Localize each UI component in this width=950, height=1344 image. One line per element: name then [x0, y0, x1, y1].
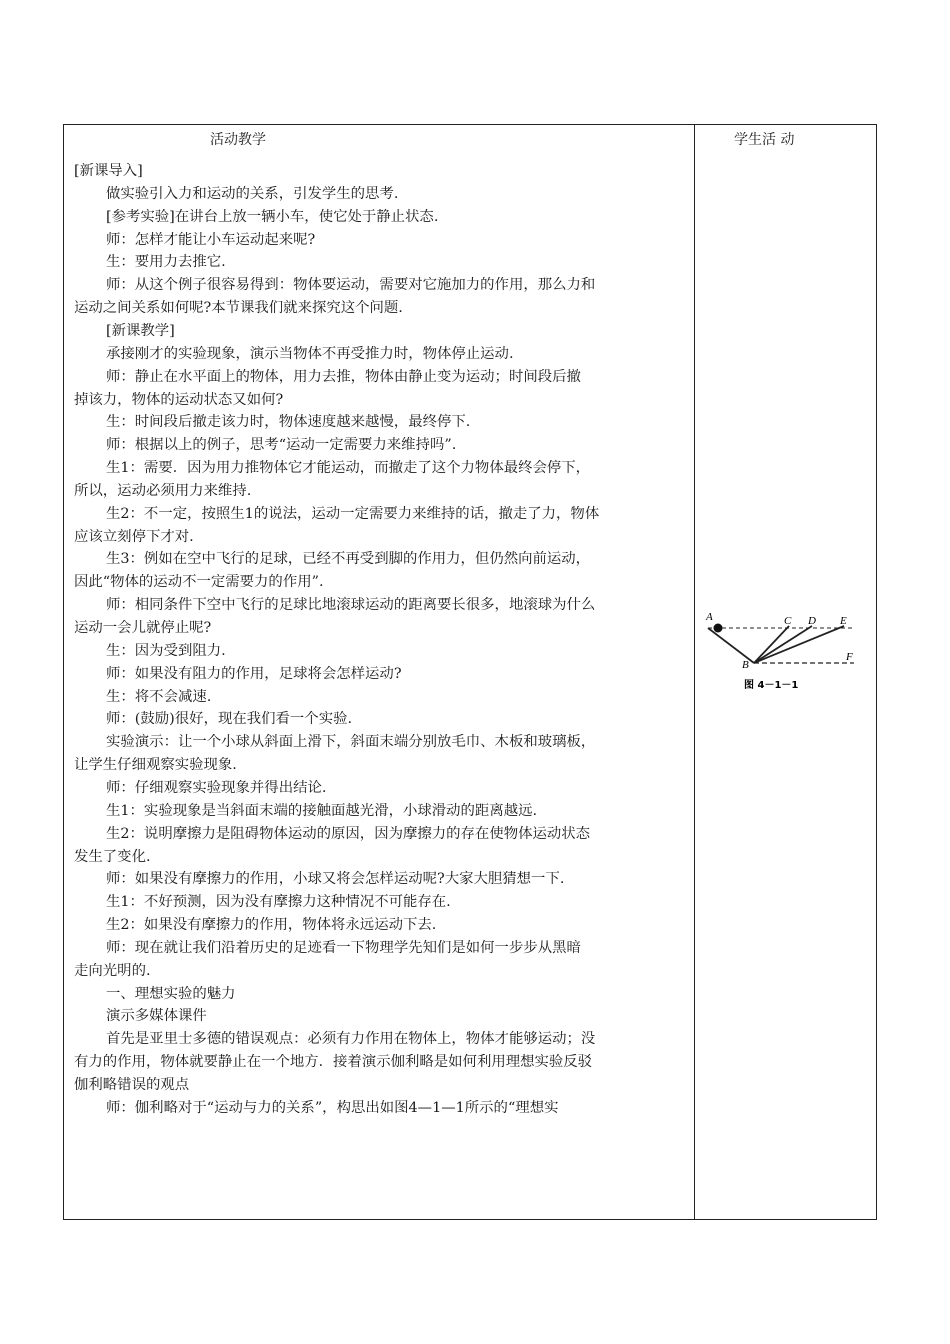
figure-caption: 图 4－1－1: [744, 680, 799, 691]
text-line: 生3：例如在空中飞行的足球，已经不再受到脚的作用力，但仍然向前运动，: [106, 551, 591, 568]
label-e: E: [840, 615, 847, 627]
label-c: C: [784, 615, 792, 627]
text-line: 伽利略错误的观点: [74, 1077, 190, 1093]
header-teaching-activity: 活动教学: [210, 132, 266, 148]
text-line: 师：怎样才能让小车运动起来呢?: [106, 231, 316, 248]
text-line: 生1：不好预测，因为没有摩擦力这种情况不可能存在.: [106, 894, 451, 911]
text-line: 走向光明的.: [74, 962, 151, 979]
text-line: 师：如果没有阻力的作用，足球将会怎样运动?: [106, 665, 402, 682]
text-line: 师：静止在水平面上的物体，用力去推，物体由静止变为运动；时间段后撤: [106, 368, 581, 385]
text-line: 师：伽利略对于“运动与力的关系”，构思出如图4—1—1所示的“理想实: [106, 1099, 559, 1116]
text-line: 让学生仔细观察实验现象.: [74, 757, 237, 774]
label-f: F: [846, 651, 853, 663]
header-student-activity: 学生活 动: [734, 132, 795, 148]
text-line: 掉该力，物体的运动状态又如何?: [74, 391, 284, 408]
text-line: [新课教学]: [106, 322, 175, 339]
text-line: 所以，运动必须用力来维持.: [74, 482, 252, 499]
text-line: 师：根据以上的例子，思考“运动一定需要力来维持吗”.: [106, 437, 457, 454]
text-line: 生：因为受到阻力.: [106, 642, 226, 659]
text-line: 做实验引入力和运动的关系，引发学生的思考.: [106, 185, 399, 202]
text-line: 首先是亚里士多德的错误观点：必须有力作用在物体上，物体才能够运动；没: [106, 1031, 596, 1048]
label-b: B: [742, 659, 749, 671]
text-line: 发生了变化.: [74, 848, 151, 865]
label-d: D: [808, 615, 816, 627]
text-line: 生2：不一定，按照生1的说法，运动一定需要力来维持的话，撤走了力，物体: [106, 505, 600, 522]
text-line: 师：如果没有摩擦力的作用，小球又将会怎样运动呢?大家大胆猜想一下.: [106, 871, 565, 888]
text-line: 生：要用力去推它.: [106, 254, 226, 271]
text-line: 生：时间段后撤走该力时，物体速度越来越慢，最终停下.: [106, 414, 471, 431]
text-line: 实验演示：让一个小球从斜面上滑下，斜面末端分别放毛巾、木板和玻璃板，: [106, 734, 596, 751]
text-line: 师：从这个例子很容易得到：物体要运动，需要对它施加力的作用，那么力和: [106, 277, 596, 294]
text-line: 师：(鼓励)很好，现在我们看一个实验.: [106, 711, 353, 728]
text-line: 生：将不会减速.: [106, 688, 212, 705]
text-line: 生1：需要．因为用力推物体它才能运动，而撤走了这个力物体最终会停下，: [106, 460, 591, 477]
text-line: 运动之间关系如何呢?本节课我们就来探究这个问题.: [74, 300, 403, 317]
ideal-experiment-figure: [704, 606, 864, 694]
text-line: 师：现在就让我们沿着历史的足迹看一下物理学先知们是如何一步步从黑暗: [106, 939, 581, 956]
text-line: 承接刚才的实验现象，演示当物体不再受推力时，物体停止运动.: [106, 345, 514, 362]
text-line: 生2：说明摩擦力是阻碍物体运动的原因，因为摩擦力的存在使物体运动状态: [106, 825, 591, 842]
text-line: 生2：如果没有摩擦力的作用，物体将永远运动下去.: [106, 917, 437, 934]
text-line: [新课导入]: [74, 163, 143, 179]
text-line: 因此“物体的运动不一定需要力的作用”.: [74, 574, 324, 591]
text-line: 一、理想实验的魅力: [106, 985, 236, 1002]
text-line: 运动一会儿就停止呢?: [74, 620, 212, 636]
text-line: 有力的作用，物体就要静止在一个地方．接着演示伽利略是如何利用理想实验反驳: [74, 1054, 593, 1071]
text-line: 师：仔细观察实验现象并得出结论.: [106, 779, 327, 796]
text-line: 师：相同条件下空中飞行的足球比地滚球运动的距离要长很多，地滚球为什么: [106, 597, 596, 614]
text-line: [参考实验]在讲台上放一辆小车，使它处于静止状态.: [106, 208, 439, 225]
label-a: A: [706, 611, 713, 623]
text-line: 应该立刻停下才对.: [74, 528, 194, 545]
text-line: 生1：实验现象是当斜面末端的接触面越光滑，小球滑动的距离越远.: [106, 802, 538, 819]
text-line: 演示多媒体课件: [106, 1008, 207, 1025]
